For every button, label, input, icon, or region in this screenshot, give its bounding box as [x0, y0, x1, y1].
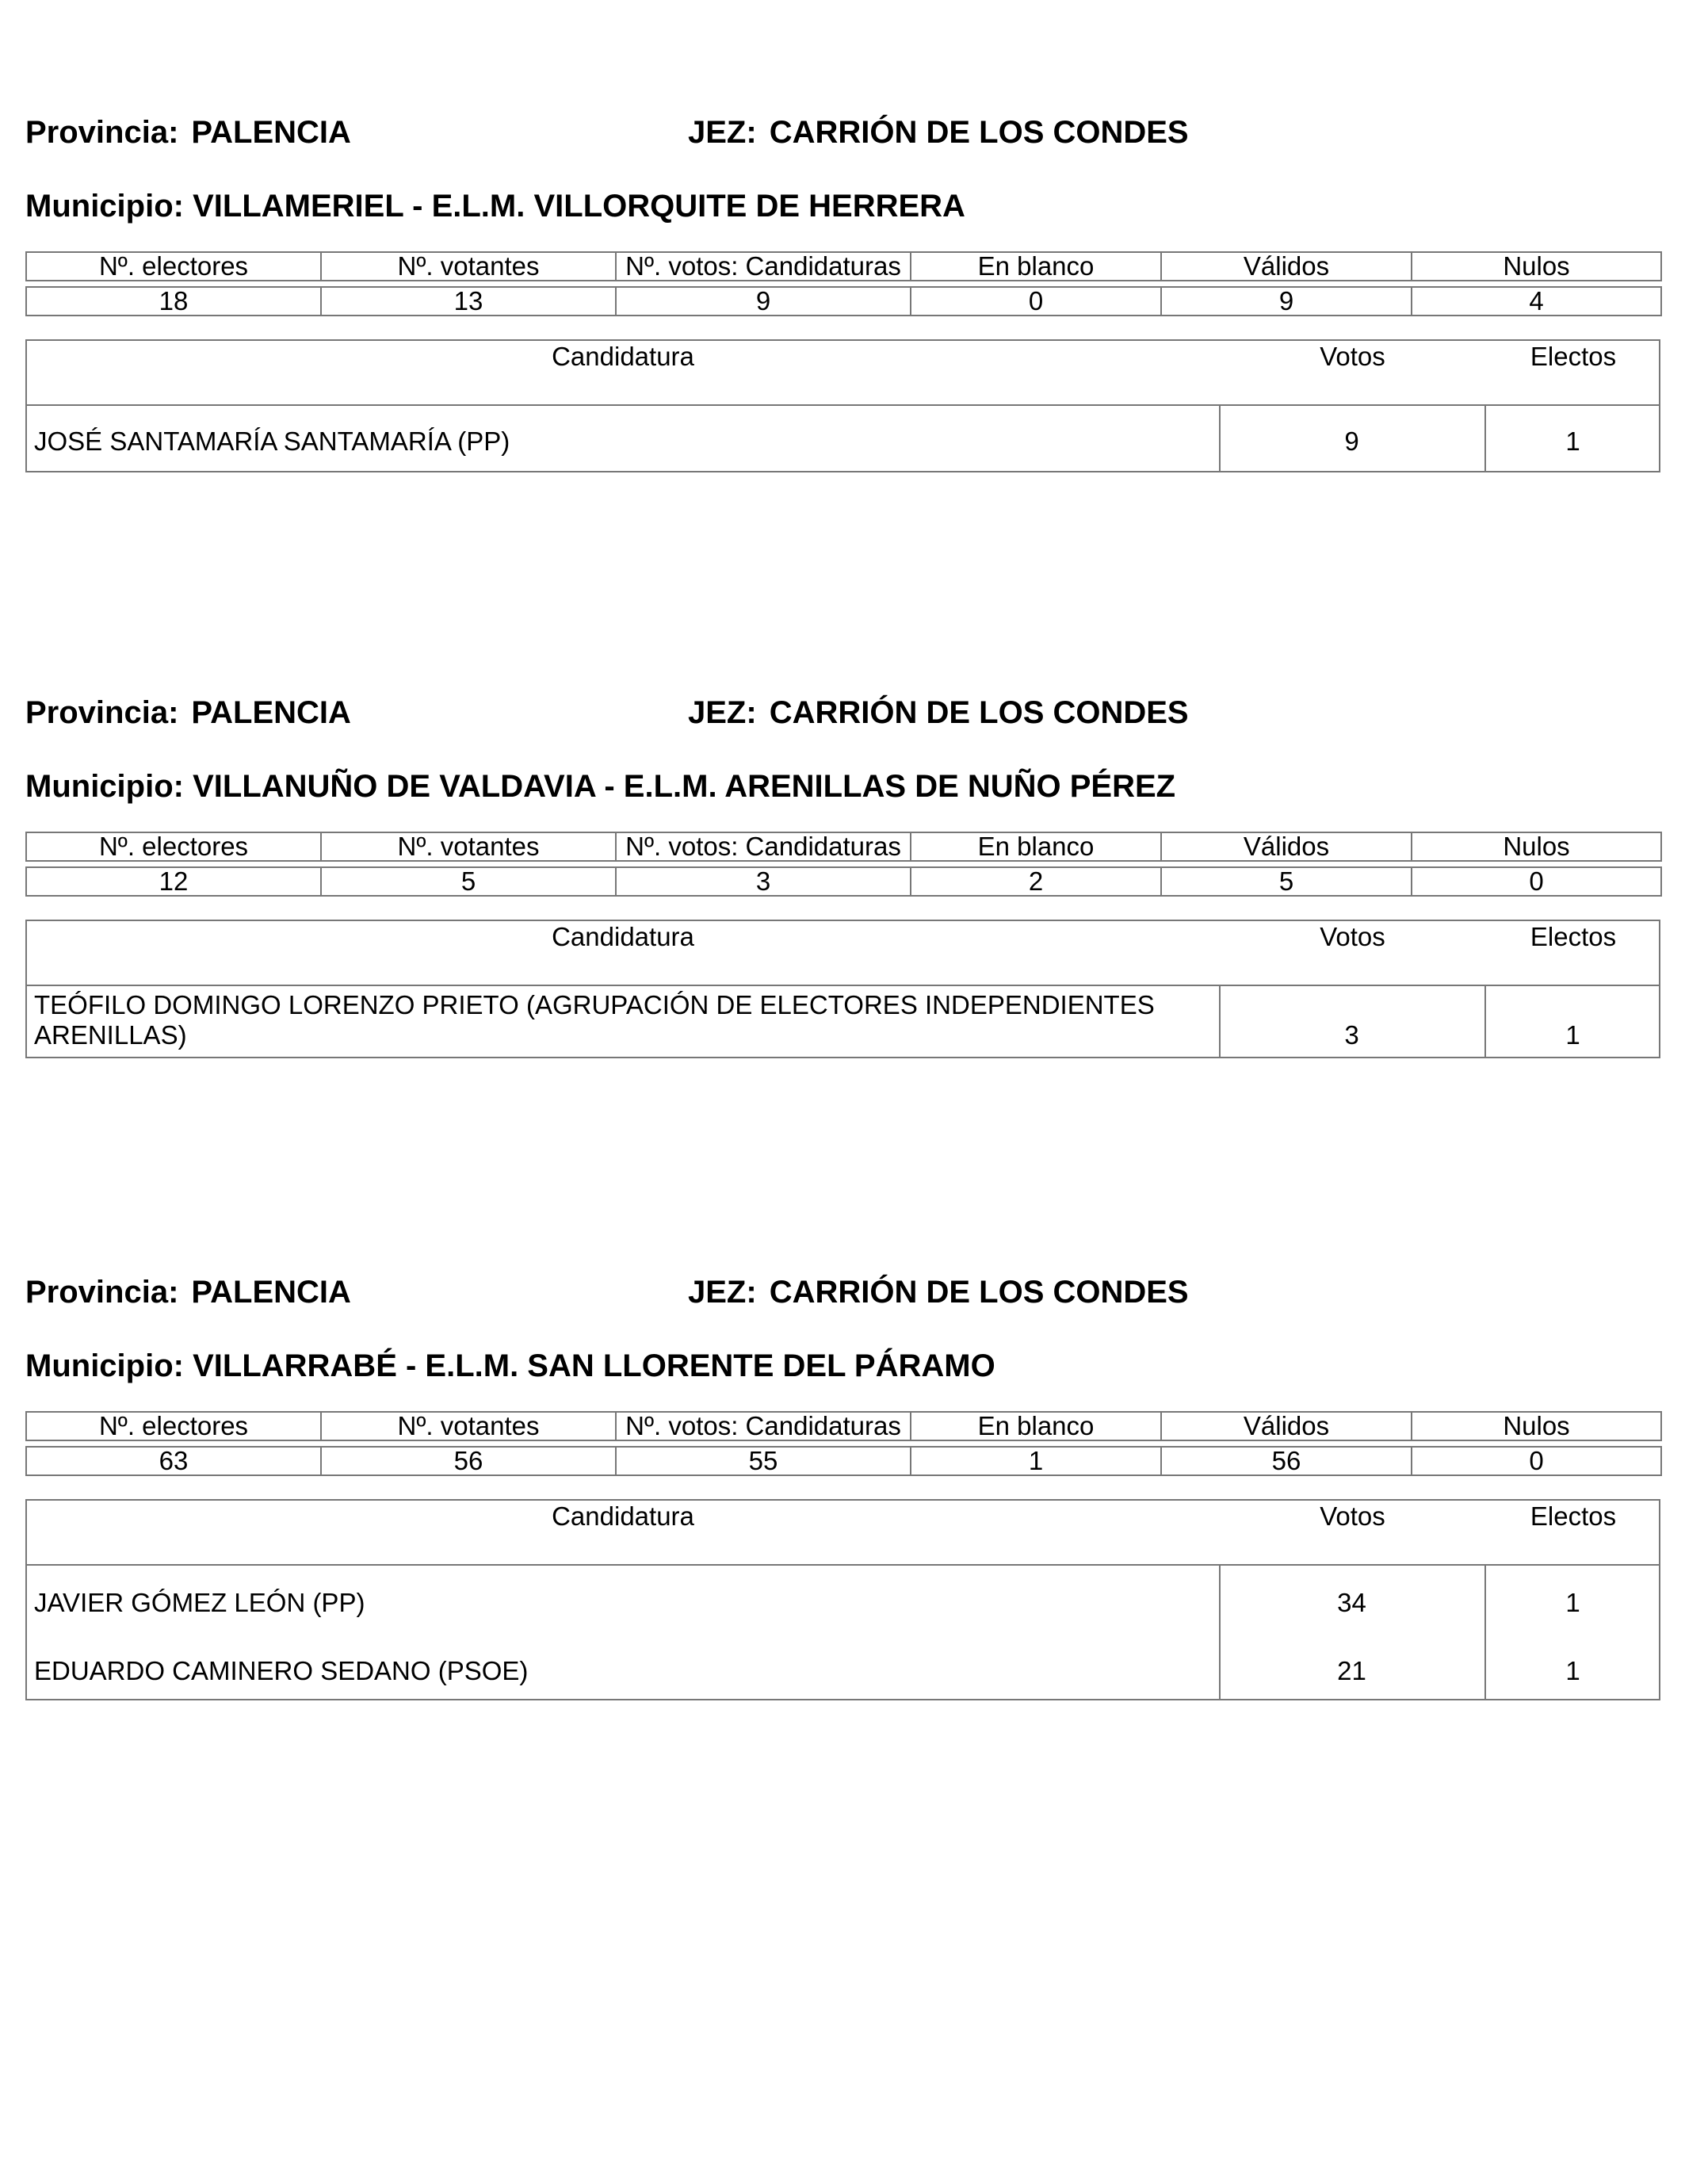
stats-value-en-blanco: 0	[911, 287, 1161, 316]
stats-header-row	[26, 1412, 1661, 1440]
stats-value-votantes: 56	[321, 1447, 616, 1475]
electos-header: Electos	[1530, 922, 1617, 951]
provincia-value: PALENCIA	[191, 115, 351, 150]
candidate-elected: 1	[1565, 1588, 1580, 1617]
candidates-table	[25, 339, 1660, 472]
stats-header-row	[26, 832, 1661, 861]
jez-heading	[688, 1275, 1189, 1310]
stats-header-nulos: Nulos	[1412, 252, 1661, 281]
stats-header-votantes: Nº. votantes	[321, 1412, 616, 1440]
municipio-label: Municipio:	[25, 189, 184, 224]
electos-header: Electos	[1530, 1501, 1617, 1531]
stats-value-en-blanco: 1	[911, 1447, 1161, 1475]
candidates-header	[27, 921, 1659, 986]
electos-header: Electos	[1530, 342, 1617, 371]
jez-value: CARRIÓN DE LOS CONDES	[769, 115, 1189, 150]
stats-value-nulos: 0	[1412, 867, 1661, 896]
candidate-name: JAVIER GÓMEZ LEÓN (PP)	[34, 1588, 365, 1617]
votos-header: Votos	[1320, 342, 1385, 371]
stats-table	[25, 251, 1662, 316]
candidate-name: TEÓFILO DOMINGO LORENZO PRIETO (AGRUPACIÓN DE ELECTORES INDEPENDIENTES ARENILLAS)	[34, 990, 1155, 1050]
candidate-name: EDUARDO CAMINERO SEDANO (PSOE)	[34, 1656, 529, 1685]
candidate-elected: 1	[1565, 1020, 1580, 1050]
stats-value-votantes: 5	[321, 867, 616, 896]
stats-value-votantes: 13	[321, 287, 616, 316]
stats-header-en-blanco: En blanco	[911, 1412, 1161, 1440]
stats-header-votantes: Nº. votantes	[321, 832, 616, 861]
stats-header-en-blanco: En blanco	[911, 252, 1161, 281]
candidate-name: JOSÉ SANTAMARÍA SANTAMARÍA (PP)	[34, 426, 510, 456]
candidates-table	[25, 1499, 1660, 1700]
candidate-elected: 1	[1565, 426, 1580, 456]
stats-value-electores: 63	[26, 1447, 321, 1475]
provincia-heading	[25, 695, 351, 730]
stats-header-validos: Válidos	[1161, 1412, 1412, 1440]
candidate-votes: 9	[1344, 426, 1359, 456]
stats-value-en-blanco: 2	[911, 867, 1161, 896]
stats-value-validos: 56	[1161, 1447, 1412, 1475]
municipio-heading	[25, 189, 965, 224]
stats-table	[25, 832, 1662, 897]
stats-header-electores: Nº. electores	[26, 252, 321, 281]
municipio-heading	[25, 1348, 995, 1383]
stats-header-electores: Nº. electores	[26, 832, 321, 861]
votos-header: Votos	[1320, 1501, 1385, 1531]
stats-value-votos-candidaturas: 55	[616, 1447, 911, 1475]
stats-table	[25, 1411, 1662, 1476]
jez-value: CARRIÓN DE LOS CONDES	[769, 1275, 1189, 1310]
stats-header-votos-candidaturas: Nº. votos: Candidaturas	[616, 832, 911, 861]
provincia-label: Provincia:	[25, 115, 179, 150]
candidate-elected: 1	[1565, 1656, 1580, 1685]
stats-header-votos-candidaturas: Nº. votos: Candidaturas	[616, 1412, 911, 1440]
candidate-votes: 21	[1337, 1656, 1366, 1685]
candidates-header	[27, 1501, 1659, 1566]
candidates-header	[27, 341, 1659, 406]
stats-header-validos: Válidos	[1161, 252, 1412, 281]
jez-label: JEZ:	[688, 115, 757, 150]
provincia-label: Provincia:	[25, 1275, 179, 1310]
stats-header-row	[26, 252, 1661, 281]
stats-value-nulos: 0	[1412, 1447, 1661, 1475]
stats-value-electores: 12	[26, 867, 321, 896]
municipio-label: Municipio:	[25, 769, 184, 804]
municipio-value: VILLANUÑO DE VALDAVIA - E.L.M. ARENILLAS DE NUÑO PÉREZ	[193, 769, 1176, 804]
jez-heading	[688, 695, 1189, 730]
provincia-heading	[25, 115, 351, 150]
stats-header-validos: Válidos	[1161, 832, 1412, 861]
provincia-heading	[25, 1275, 351, 1310]
stats-header-en-blanco: En blanco	[911, 832, 1161, 861]
candidates-table	[25, 920, 1660, 1058]
municipio-label: Municipio:	[25, 1348, 184, 1383]
jez-label: JEZ:	[688, 695, 757, 730]
stats-header-votantes: Nº. votantes	[321, 252, 616, 281]
stats-value-row	[26, 867, 1661, 896]
stats-header-votos-candidaturas: Nº. votos: Candidaturas	[616, 252, 911, 281]
jez-label: JEZ:	[688, 1275, 757, 1310]
jez-heading	[688, 115, 1189, 150]
stats-header-nulos: Nulos	[1412, 1412, 1661, 1440]
stats-value-row	[26, 287, 1661, 316]
stats-value-votos-candidaturas: 9	[616, 287, 911, 316]
stats-value-votos-candidaturas: 3	[616, 867, 911, 896]
provincia-value: PALENCIA	[191, 1275, 351, 1310]
candidatura-header: Candidatura	[552, 342, 694, 371]
stats-header-electores: Nº. electores	[26, 1412, 321, 1440]
votos-header: Votos	[1320, 922, 1385, 951]
provincia-label: Provincia:	[25, 695, 179, 730]
stats-value-validos: 5	[1161, 867, 1412, 896]
stats-value-electores: 18	[26, 287, 321, 316]
candidatura-header: Candidatura	[552, 1501, 694, 1531]
jez-value: CARRIÓN DE LOS CONDES	[769, 695, 1189, 730]
municipio-value: VILLARRABÉ - E.L.M. SAN LLORENTE DEL PÁRAMO	[193, 1348, 995, 1383]
candidate-votes: 34	[1337, 1588, 1366, 1617]
stats-value-validos: 9	[1161, 287, 1412, 316]
municipio-heading	[25, 769, 1175, 804]
provincia-value: PALENCIA	[191, 695, 351, 730]
stats-value-row	[26, 1447, 1661, 1475]
candidate-votes: 3	[1344, 1020, 1359, 1050]
stats-header-nulos: Nulos	[1412, 832, 1661, 861]
municipio-value: VILLAMERIEL - E.L.M. VILLORQUITE DE HERRERA	[193, 189, 965, 224]
stats-value-nulos: 4	[1412, 287, 1661, 316]
candidatura-header: Candidatura	[552, 922, 694, 951]
